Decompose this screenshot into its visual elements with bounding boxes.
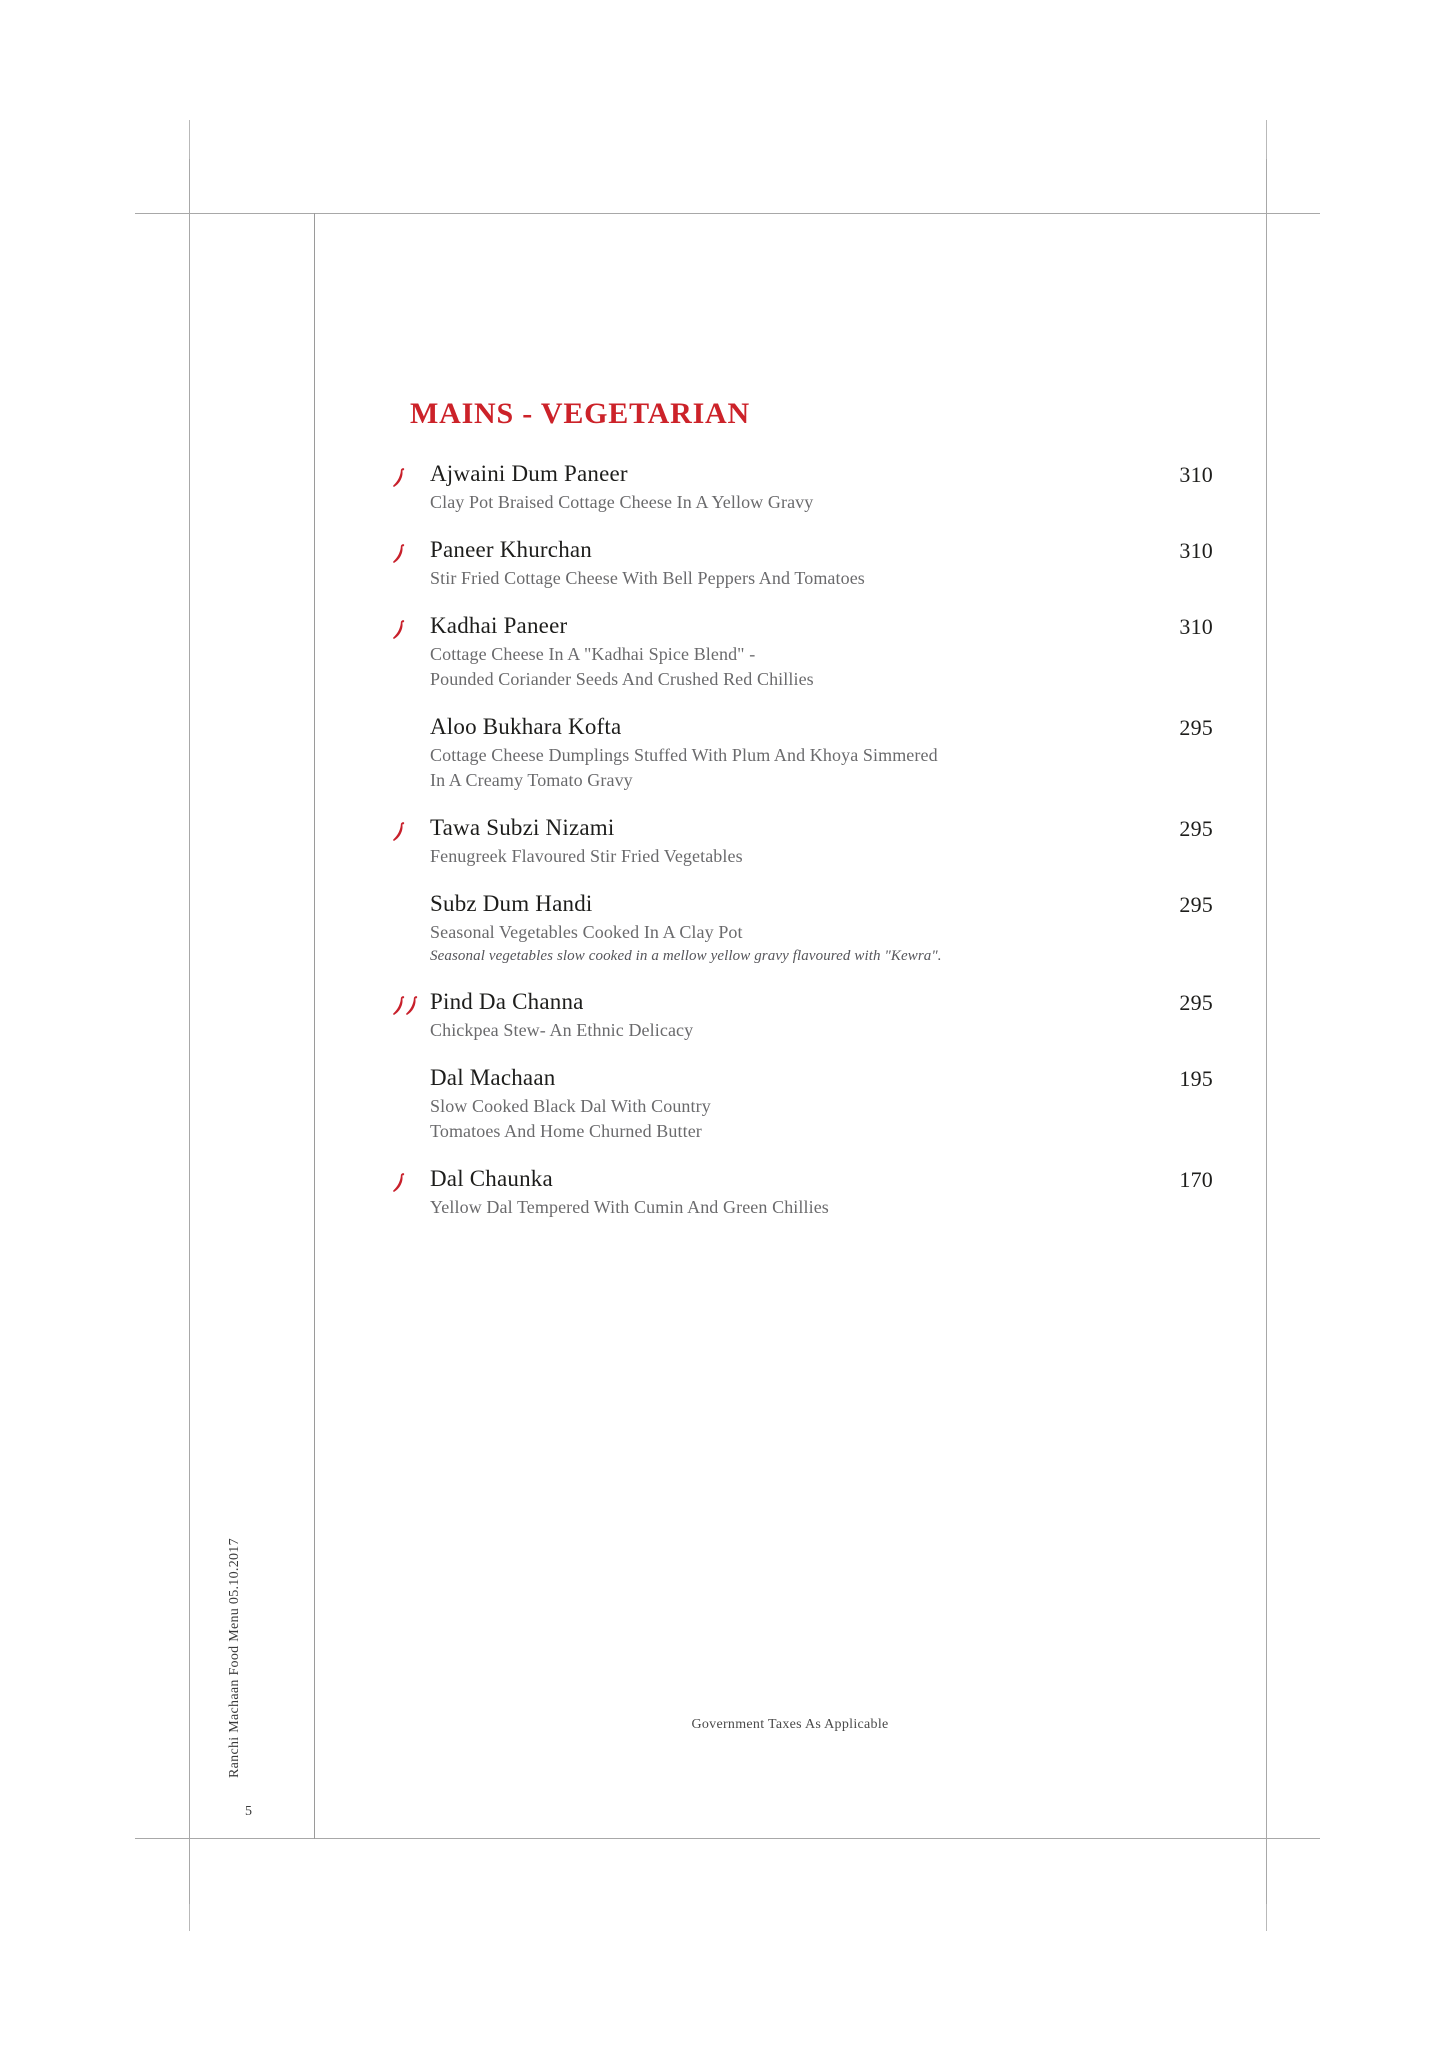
- trim-line-left: [189, 159, 190, 1904]
- menu-item-description-line: Stir Fried Cottage Cheese With Bell Peppers And Tomatoes: [430, 568, 865, 588]
- spice-level-indicator: [392, 821, 422, 843]
- menu-item-name: Aloo Bukhara Kofta: [430, 714, 622, 739]
- menu-item-description-line: Slow Cooked Black Dal With Country: [430, 1096, 711, 1116]
- menu-item-description: [430, 1018, 1200, 1043]
- menu-content: [314, 213, 1266, 1839]
- menu-item: [314, 1166, 1266, 1220]
- menu-item-name: Dal Chaunka: [430, 1166, 553, 1191]
- menu-item-description: [430, 920, 1200, 967]
- menu-item: [314, 891, 1266, 967]
- menu-item: [314, 1065, 1266, 1144]
- menu-item-description: [430, 566, 1200, 591]
- trim-line-right: [1266, 159, 1267, 1904]
- chili-pepper-icon: [392, 467, 405, 488]
- menu-item-price: 195: [1179, 1066, 1213, 1091]
- menu-item-description: [430, 743, 1200, 793]
- menu-item-description: [430, 844, 1200, 869]
- menu-item-description: [430, 642, 1200, 692]
- menu-item-price: 295: [1179, 816, 1213, 841]
- menu-item-description-line: Clay Pot Braised Cottage Cheese In A Yellow Gravy: [430, 492, 814, 512]
- spice-level-indicator: [392, 995, 422, 1017]
- menu-item-description-line: Seasonal Vegetables Cooked In A Clay Pot: [430, 922, 743, 942]
- spice-level-indicator: [392, 543, 422, 565]
- menu-item-list: [314, 461, 1266, 1242]
- spice-level-indicator: [392, 467, 422, 489]
- menu-item-description: [430, 1195, 1200, 1220]
- menu-item-price: 310: [1179, 614, 1213, 639]
- menu-item: [314, 989, 1266, 1043]
- footer-note: Government Taxes As Applicable: [691, 1717, 889, 1732]
- menu-item-description-line: Cottage Cheese Dumplings Stuffed With Plum And Khoya Simmered: [430, 745, 938, 765]
- menu-item-price: 295: [1179, 715, 1213, 740]
- menu-item: [314, 714, 1266, 793]
- spice-level-indicator: [392, 1172, 422, 1194]
- menu-item-name: Dal Machaan: [430, 1065, 556, 1090]
- page-number: 5: [245, 1804, 252, 1819]
- margin-imprint: [227, 1538, 267, 1820]
- menu-item-price: 295: [1179, 990, 1213, 1015]
- menu-item: [314, 815, 1266, 869]
- menu-item: [314, 461, 1266, 515]
- spice-level-indicator: [392, 619, 422, 641]
- menu-item-description-line: Pounded Coriander Seeds And Crushed Red Chillies: [430, 669, 814, 689]
- chili-pepper-icon: [392, 821, 405, 842]
- chili-pepper-icon: [392, 995, 405, 1016]
- menu-item-description-line: Fenugreek Flavoured Stir Fried Vegetables: [430, 846, 743, 866]
- chili-pepper-icon: [392, 1172, 405, 1193]
- menu-item-description-line: Chickpea Stew- An Ethnic Delicacy: [430, 1020, 694, 1040]
- chili-pepper-icon: [392, 619, 405, 640]
- menu-item-description-line: Yellow Dal Tempered With Cumin And Green Chillies: [430, 1197, 829, 1217]
- menu-item-price: 310: [1179, 462, 1213, 487]
- menu-item-name: Paneer Khurchan: [430, 537, 593, 562]
- page-title: MAINS - VEGETARIAN: [410, 397, 750, 430]
- menu-item-description-line: Tomatoes And Home Churned Butter: [430, 1121, 702, 1141]
- margin-imprint-text: Ranchi Machaan Food Menu 05.10.2017: [227, 1538, 242, 1778]
- menu-item-note: Seasonal vegetables slow cooked in a mellow yellow gravy flavoured with "Kewra".: [430, 948, 942, 964]
- chili-pepper-icon: [392, 543, 405, 564]
- menu-item-description: [430, 490, 1200, 515]
- menu-item-price: 310: [1179, 538, 1213, 563]
- menu-item-description-line: Cottage Cheese In A "Kadhai Spice Blend" -: [430, 644, 756, 664]
- menu-item-description: [430, 1094, 1200, 1144]
- menu-item: [314, 613, 1266, 692]
- menu-item-name: Kadhai Paneer: [430, 613, 568, 638]
- menu-item-name: Subz Dum Handi: [430, 891, 593, 916]
- menu-item-price: 295: [1179, 892, 1213, 917]
- menu-item-description-line: In A Creamy Tomato Gravy: [430, 770, 633, 790]
- menu-item-price: 170: [1179, 1167, 1213, 1192]
- menu-item-name: Tawa Subzi Nizami: [430, 815, 615, 840]
- chili-pepper-icon: [405, 995, 418, 1016]
- menu-item: [314, 537, 1266, 591]
- menu-item-name: Ajwaini Dum Paneer: [430, 461, 628, 486]
- menu-item-name: Pind Da Channa: [430, 989, 584, 1014]
